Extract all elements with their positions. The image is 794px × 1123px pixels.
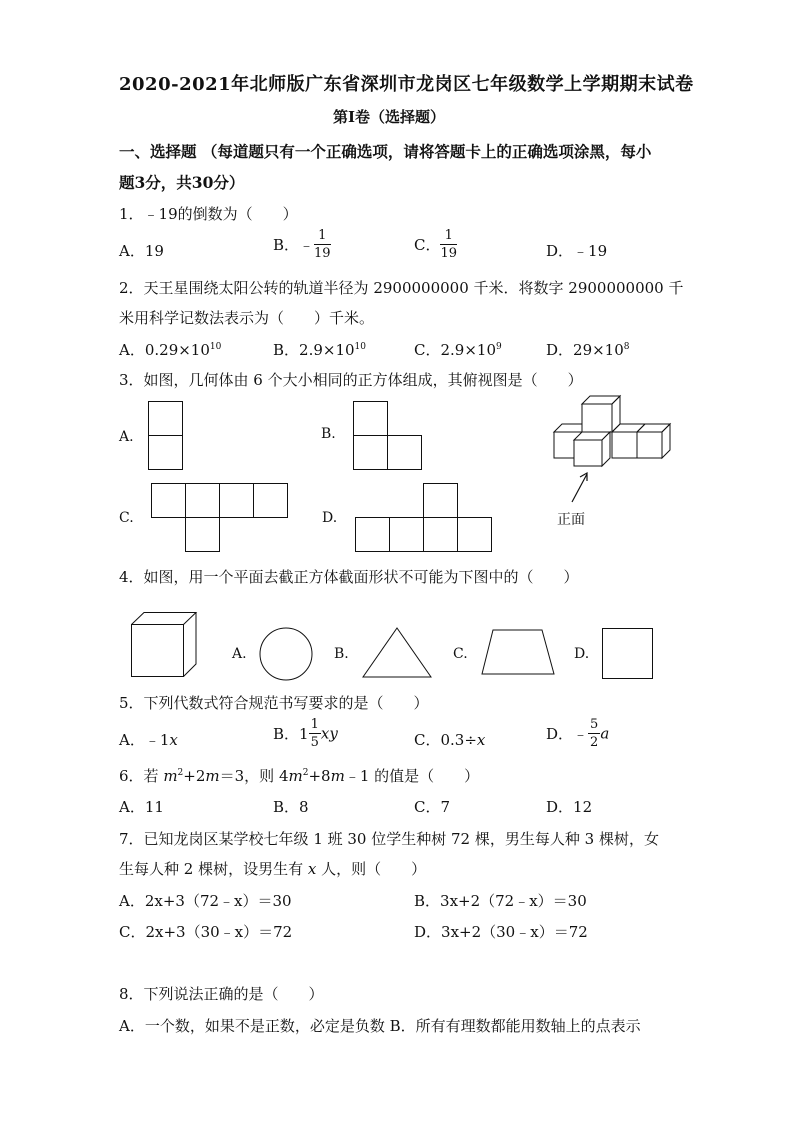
q1-option-c-numerator: 1 bbox=[440, 229, 457, 245]
q5-option-d-variable: a bbox=[600, 724, 610, 743]
q5-option-a bbox=[119, 729, 178, 750]
section-heading-line2: 题3分，共30分） bbox=[119, 173, 245, 192]
q5-option-d-prefix: D．﹣ bbox=[546, 725, 589, 743]
q6-stem-part: ﹣1 的值是（ ） bbox=[344, 767, 480, 785]
q5-option-d-denominator: 2 bbox=[590, 735, 599, 750]
question-6-stem bbox=[119, 765, 479, 786]
q5-option-a-variable: x bbox=[169, 731, 178, 749]
q2-option-c-exponent: 9 bbox=[496, 342, 502, 352]
q4-option-b-label: B. bbox=[334, 646, 349, 662]
q2-option-a-exponent: 10 bbox=[209, 342, 222, 352]
q2-option-c bbox=[414, 339, 502, 360]
q2-option-b-base: B．2.9×10 bbox=[273, 341, 355, 359]
q5-option-b-numerator: 1 bbox=[310, 717, 319, 732]
q1-option-b-numerator: 1 bbox=[314, 229, 331, 245]
q3-option-a-label: A. bbox=[119, 429, 134, 445]
q4-option-a-circle bbox=[259, 627, 313, 681]
q7-option-d: D．3x+2（30﹣x）＝72 bbox=[414, 923, 588, 941]
q5-option-a-prefix: A．﹣1 bbox=[119, 731, 170, 749]
q6-exponent: 2 bbox=[177, 768, 184, 778]
q2-option-a-base: A．0.29×10 bbox=[119, 341, 210, 359]
q5-option-d-fraction bbox=[588, 718, 600, 749]
q4-cube-figure bbox=[131, 612, 201, 680]
q7-line2-post: 人，则（ ） bbox=[316, 860, 427, 878]
q4-option-c-label: C. bbox=[453, 646, 468, 662]
section-heading-line1: 一、选择题 （每道题只有一个正确选项，请将答题卡上的正确选项涂黑，每小 bbox=[119, 142, 652, 161]
q7-option-a: A．2x+3（72﹣x）＝30 bbox=[119, 892, 292, 910]
q4-option-b-triangle bbox=[362, 627, 432, 679]
q4-option-c-trapezoid bbox=[481, 629, 555, 675]
q4-option-d-label: D. bbox=[574, 646, 590, 662]
q5-option-d-numerator: 5 bbox=[590, 717, 599, 732]
q6-option-c: C．7 bbox=[414, 798, 451, 816]
question-5-stem: 5．下列代数式符合规范书写要求的是（ ） bbox=[119, 694, 429, 712]
q1-option-c-prefix: C． bbox=[414, 236, 441, 254]
q5-option-c-variable: x bbox=[476, 731, 486, 749]
q6-option-a: A．11 bbox=[119, 798, 164, 816]
q5-option-c-prefix: C．0.3÷ bbox=[414, 731, 477, 749]
q6-stem-part: +8 bbox=[308, 767, 331, 785]
q3-option-a-figure bbox=[148, 401, 184, 471]
q1-option-b-prefix: B．﹣ bbox=[273, 236, 315, 254]
q5-option-d bbox=[546, 718, 609, 749]
q8-options-ab: A．一个数，如果不是正数，必定是负数 B．所有有理数都能用数轴上的点表示 bbox=[119, 1017, 641, 1035]
q2-option-d bbox=[546, 339, 630, 360]
q6-variable-m: m bbox=[330, 767, 345, 785]
q3-option-c-label: C. bbox=[119, 510, 134, 526]
q1-option-c bbox=[414, 229, 457, 260]
q7-option-b: B．3x+2（72﹣x）＝30 bbox=[414, 892, 587, 910]
q6-stem-part: +2 bbox=[183, 767, 206, 785]
q6-stem-part: ＝3，则 4 bbox=[219, 767, 289, 785]
q6-option-d: D．12 bbox=[546, 798, 593, 816]
q2-option-d-base: D．29×10 bbox=[546, 341, 624, 359]
page-subtitle: 第Ⅰ卷（选择题） bbox=[333, 108, 446, 126]
page-title: 2020-2021年北师版广东省深圳市龙岗区七年级数学上学期期末试卷 bbox=[119, 74, 694, 95]
q7-variable-x: x bbox=[307, 860, 317, 878]
q1-option-b bbox=[273, 229, 331, 260]
q2-option-a bbox=[119, 339, 221, 360]
q5-option-b bbox=[273, 718, 338, 749]
question-4-stem: 4．如图，用一个平面去截正方体截面形状不可能为下图中的（ ） bbox=[119, 568, 579, 586]
q2-option-b bbox=[273, 339, 366, 360]
question-7-line1: 7．已知龙岗区某学校七年级 1 班 30 位学生种树 72 棵，男生每人种 3 棵树，女 bbox=[119, 830, 659, 848]
question-1-stem: 1．﹣19的倒数为（ ） bbox=[119, 205, 298, 223]
q1-option-b-denominator: 19 bbox=[314, 246, 331, 261]
front-arrow-icon bbox=[568, 470, 592, 504]
q2-option-d-exponent: 8 bbox=[623, 342, 630, 352]
question-2-line2: 米用科学记数法表示为（ ）千米。 bbox=[119, 309, 375, 327]
q5-option-c bbox=[414, 729, 485, 750]
q5-option-b-denominator: 5 bbox=[310, 735, 319, 750]
q4-option-a-label: A. bbox=[232, 646, 247, 662]
q6-stem-part: 6．若 bbox=[119, 767, 164, 785]
q6-option-b: B．8 bbox=[273, 798, 309, 816]
q6-exponent: 2 bbox=[302, 768, 309, 778]
q4-option-d-square bbox=[602, 628, 654, 680]
front-label: 正面 bbox=[557, 512, 585, 528]
question-8-stem: 8．下列说法正确的是（ ） bbox=[119, 985, 324, 1003]
q1-option-b-fraction bbox=[314, 229, 331, 260]
question-7-line2 bbox=[119, 858, 426, 879]
q3-option-c-figure bbox=[151, 483, 291, 555]
q6-variable-m: m bbox=[163, 767, 178, 785]
q3-option-d-figure bbox=[355, 483, 495, 555]
q5-option-b-fraction bbox=[309, 718, 321, 749]
q3-option-d-label: D. bbox=[322, 510, 338, 526]
q2-option-c-base: C．2.9×10 bbox=[414, 341, 496, 359]
q3-option-b-figure bbox=[353, 401, 425, 471]
q7-line2-pre: 生每人种 2 棵树，设男生有 bbox=[119, 860, 308, 878]
question-2-line1: 2．天王星围绕太阳公转的轨道半径为 2900000000 千米．将数字 2900000000 千 bbox=[119, 279, 684, 297]
q1-option-c-denominator: 19 bbox=[440, 246, 458, 261]
q5-option-b-prefix: B．1 bbox=[273, 725, 309, 743]
q1-option-a: A．19 bbox=[119, 242, 164, 260]
q5-option-b-variable: xy bbox=[320, 724, 338, 743]
q1-option-d: D．﹣19 bbox=[546, 242, 608, 260]
q6-variable-m: m bbox=[205, 767, 220, 785]
q7-option-c: C．2x+3（30﹣x）＝72 bbox=[119, 923, 293, 941]
q6-variable-m: m bbox=[288, 767, 303, 785]
q1-option-c-fraction bbox=[440, 229, 457, 260]
q3-solid-figure bbox=[552, 394, 672, 466]
question-3-stem: 3．如图，几何体由 6 个大小相同的正方体组成，其俯视图是（ ） bbox=[119, 371, 583, 389]
q3-option-b-label: B. bbox=[321, 426, 336, 442]
q2-option-b-exponent: 10 bbox=[354, 342, 366, 352]
